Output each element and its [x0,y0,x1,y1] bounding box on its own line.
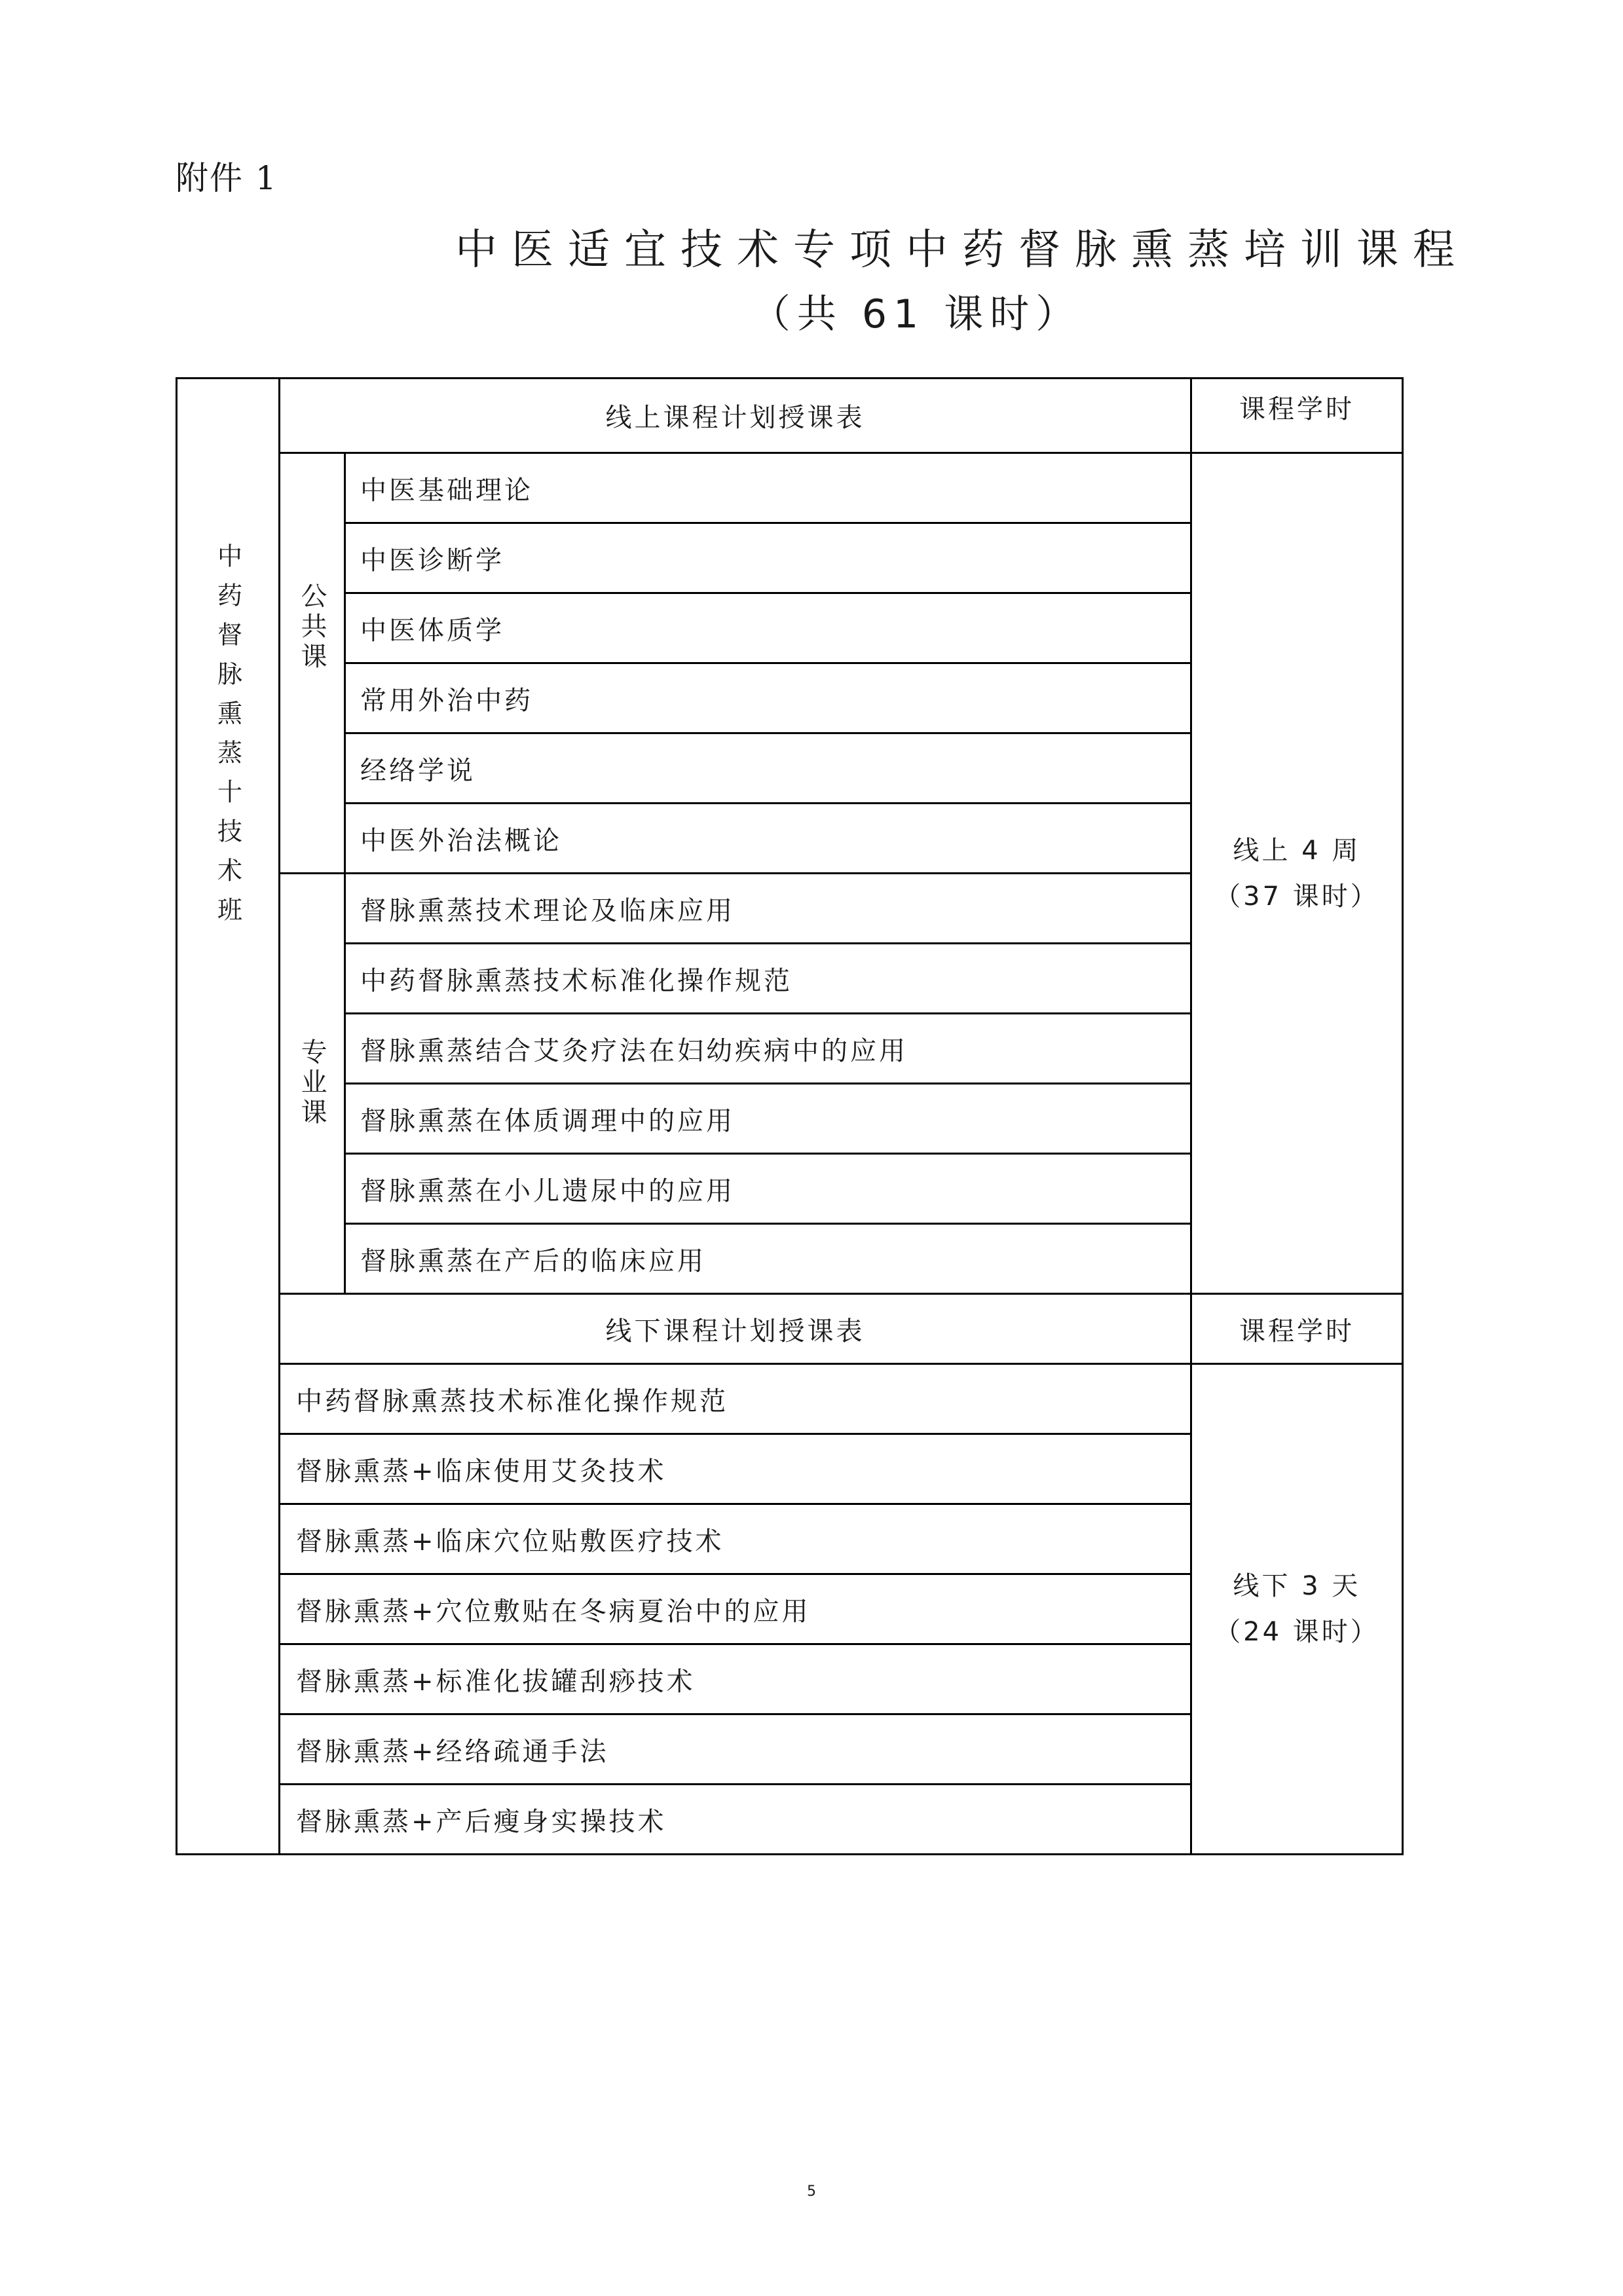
online-hours-header: 课程学时 [1191,379,1403,453]
table-row [177,453,1403,523]
table-row [177,1364,1403,1434]
offline-header: 线下课程计划授课表 [280,1294,1191,1364]
course-item: 经络学说 [345,733,1191,804]
course-item: 督脉熏蒸+产后瘦身实操技术 [280,1785,1191,1855]
course-item: 督脉熏蒸+临床穴位贴敷医疗技术 [280,1504,1191,1574]
course-item: 中医诊断学 [345,523,1191,593]
offline-hours-header: 课程学时 [1191,1294,1403,1364]
document-title: 中医适宜技术专项中药督脉熏蒸培训课程 [455,226,1469,274]
online-hours-duration: 线上 4 周 [1233,835,1361,866]
course-item: 中医体质学 [345,593,1191,663]
course-item: 督脉熏蒸+标准化拔罐刮痧技术 [280,1644,1191,1714]
course-table [176,377,1404,1855]
course-item: 督脉熏蒸在小儿遗尿中的应用 [345,1154,1191,1224]
class-name: 中药督脉熏蒸十技术班 [213,543,242,936]
course-item: 常用外治中药 [345,663,1191,733]
document-subtitle: （共 61 课时） [751,291,1082,337]
course-item: 中药督脉熏蒸技术标准化操作规范 [280,1364,1191,1434]
course-item: 督脉熏蒸+临床使用艾灸技术 [280,1434,1191,1504]
course-item: 督脉熏蒸+穴位敷贴在冬病夏治中的应用 [280,1574,1191,1644]
online-hours-count: （37 课时） [1214,881,1379,912]
offline-hours-duration: 线下 3 天 [1233,1571,1361,1601]
public-course-label: 公共课 [297,582,327,673]
class-name-cell [177,379,280,1855]
online-hours-cell [1191,453,1403,1294]
offline-hours-count: （24 课时） [1214,1617,1379,1647]
course-item: 督脉熏蒸在体质调理中的应用 [345,1084,1191,1154]
online-header: 线上课程计划授课表 [280,379,1191,453]
course-item: 督脉熏蒸结合艾灸疗法在妇幼疾病中的应用 [345,1014,1191,1084]
public-course-label-cell [280,453,345,874]
course-item: 中医外治法概论 [345,804,1191,874]
course-item: 督脉熏蒸技术理论及临床应用 [345,874,1191,944]
course-item: 中药督脉熏蒸技术标准化操作规范 [345,944,1191,1014]
major-course-label-cell [280,874,345,1294]
course-item: 督脉熏蒸+经络疏通手法 [280,1714,1191,1785]
course-item: 督脉熏蒸在产后的临床应用 [345,1224,1191,1294]
course-item: 中医基础理论 [345,453,1191,523]
attachment-label: 附件 1 [176,159,278,197]
offline-hours-cell [1191,1364,1403,1855]
offline-header-row [177,1294,1403,1364]
online-header-row [177,379,1403,453]
major-course-label: 专业课 [297,1038,327,1128]
page-number: 5 [807,2183,816,2200]
